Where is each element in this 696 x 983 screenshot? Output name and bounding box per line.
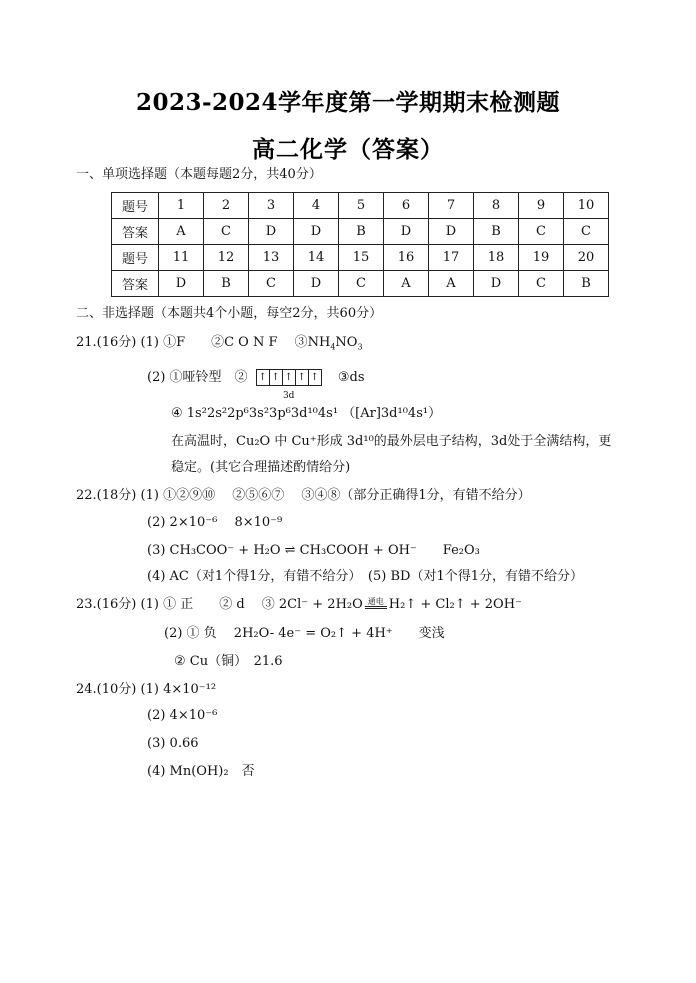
table-cell: 5 [339, 193, 384, 219]
q21-line5: 稳定。(其它合理描述酌情给分) [171, 460, 351, 475]
q21-line1 [76, 334, 363, 357]
answer-text: (1) ① 正 ② d ③ 2Cl⁻ + 2H₂O [140, 597, 363, 612]
table-header-cell: 题号 [112, 245, 159, 271]
q22-line4: (4) AC（对1个得1分，有错不给分） (5) BD（对1个得1分，有错不给分） [147, 569, 583, 584]
table-cell: 17 [429, 245, 474, 271]
subscript: 4 [330, 342, 336, 352]
table-cell: 16 [384, 245, 429, 271]
orbital-arrow: ↑ [269, 370, 282, 385]
table-cell: B [564, 271, 609, 297]
table-cell: 6 [384, 193, 429, 219]
table-cell: C [564, 219, 609, 245]
question-number: 22.(18分) [76, 488, 137, 503]
table-cell: D [294, 271, 339, 297]
page-subtitle: 高二化学（答案） [252, 136, 444, 163]
table-cell: B [339, 219, 384, 245]
orbital-arrow: ↑ [282, 370, 295, 385]
q21-line4: 在高温时，Cu₂O 中 Cu⁺形成 3d¹⁰的最外层电子结构，3d处于全满结构，更 [171, 434, 612, 449]
table-cell: D [294, 219, 339, 245]
table-cell: D [474, 271, 519, 297]
table-cell: C [249, 271, 294, 297]
table-cell: D [429, 219, 474, 245]
q24-line1 [76, 681, 216, 699]
table-cell: A [159, 219, 204, 245]
table-cell: A [429, 271, 474, 297]
q22-line3: (3) CH₃COO⁻ + H₂O ⇌ CH₃COOH + OH⁻ Fe₂O₃ [147, 543, 480, 558]
orbital-arrow: ↑ [308, 370, 321, 385]
section1-heading: 一、单项选择题（本题每题2分，共40分） [76, 167, 322, 182]
table-cell: 11 [159, 245, 204, 271]
table-row [112, 219, 609, 245]
q24-line2: (2) 4×10⁻⁶ [147, 708, 218, 723]
section2-heading: 二、非选择题（本题共4个小题，每空2分，共60分） [76, 306, 383, 321]
answer-text: (1) ①②⑨⑩ ②⑤⑥⑦ ③④⑧（部分正确得1分，有错不给分） [140, 488, 531, 503]
table-cell: 3 [249, 193, 294, 219]
q23-line1 [76, 596, 522, 614]
table-cell: 8 [474, 193, 519, 219]
table-cell: 13 [249, 245, 294, 271]
q24-line3: (3) 0.66 [147, 736, 199, 751]
table-cell: 10 [564, 193, 609, 219]
table-cell: 15 [339, 245, 384, 271]
answer-text: (1) ①F ②C O N F ③NH [140, 335, 331, 350]
orbital-boxes [256, 369, 322, 386]
orbital-arrow: ↑ [258, 372, 267, 383]
question-number: 23.(16分) [76, 597, 137, 612]
table-cell: 19 [519, 245, 564, 271]
table-cell: D [249, 219, 294, 245]
table-header-cell: 题号 [112, 193, 159, 219]
table-cell: 20 [564, 245, 609, 271]
table-cell: A [384, 271, 429, 297]
answer-text: H₂↑ + Cl₂↑ + 2OH⁻ [388, 597, 522, 612]
q21-line2 [147, 369, 365, 401]
table-cell: 7 [429, 193, 474, 219]
q23-line2: (2) ① 负 2H₂O- 4e⁻ = O₂↑ + 4H⁺ 变浅 [164, 626, 445, 641]
subscript: 3 [357, 342, 363, 352]
table-cell: 2 [204, 193, 249, 219]
question-number: 24.(10分) [76, 682, 137, 697]
orbital-arrow: ↑ [295, 370, 308, 385]
table-row [112, 271, 609, 297]
table-row [112, 245, 609, 271]
answer-text: ③ds [337, 370, 365, 385]
q23-line3: ② Cu（铜） 21.6 [174, 654, 283, 669]
table-cell: C [339, 271, 384, 297]
table-cell: 14 [294, 245, 339, 271]
q22-line1 [76, 487, 531, 505]
table-cell: 1 [159, 193, 204, 219]
answer-text: NO [335, 335, 358, 350]
table-header-cell: 答案 [112, 271, 159, 297]
table-cell: D [384, 219, 429, 245]
page-title: 2023-2024学年度第一学期期末检测题 [135, 89, 561, 116]
answer-text: (2) ①哑铃型 ② [147, 370, 248, 385]
reaction-condition: 通电 [365, 597, 387, 607]
table-cell: D [159, 271, 204, 297]
table-cell: C [204, 219, 249, 245]
table-cell: C [519, 271, 564, 297]
table-cell: 4 [294, 193, 339, 219]
table-cell: 12 [204, 245, 249, 271]
q21-line3: ④ 1s²2s²2p⁶3s²3p⁶3d¹⁰4s¹ （[Ar]3d¹⁰4s¹） [171, 406, 442, 421]
table-header-cell: 答案 [112, 219, 159, 245]
question-number: 21.(16分) [76, 335, 137, 350]
q24-line4: (4) Mn(OH)₂ 否 [147, 764, 255, 779]
table-cell: B [474, 219, 519, 245]
table-cell: 18 [474, 245, 519, 271]
table-row [112, 193, 609, 219]
answer-table [111, 192, 609, 297]
orbital-label: 3d [282, 391, 295, 401]
orbital-diagram [256, 369, 322, 401]
answer-text: (1) 4×10⁻¹² [140, 682, 217, 697]
table-cell: 9 [519, 193, 564, 219]
table-cell: C [519, 219, 564, 245]
table-cell: B [204, 271, 249, 297]
q22-line2: (2) 2×10⁻⁶ 8×10⁻⁹ [147, 515, 283, 530]
